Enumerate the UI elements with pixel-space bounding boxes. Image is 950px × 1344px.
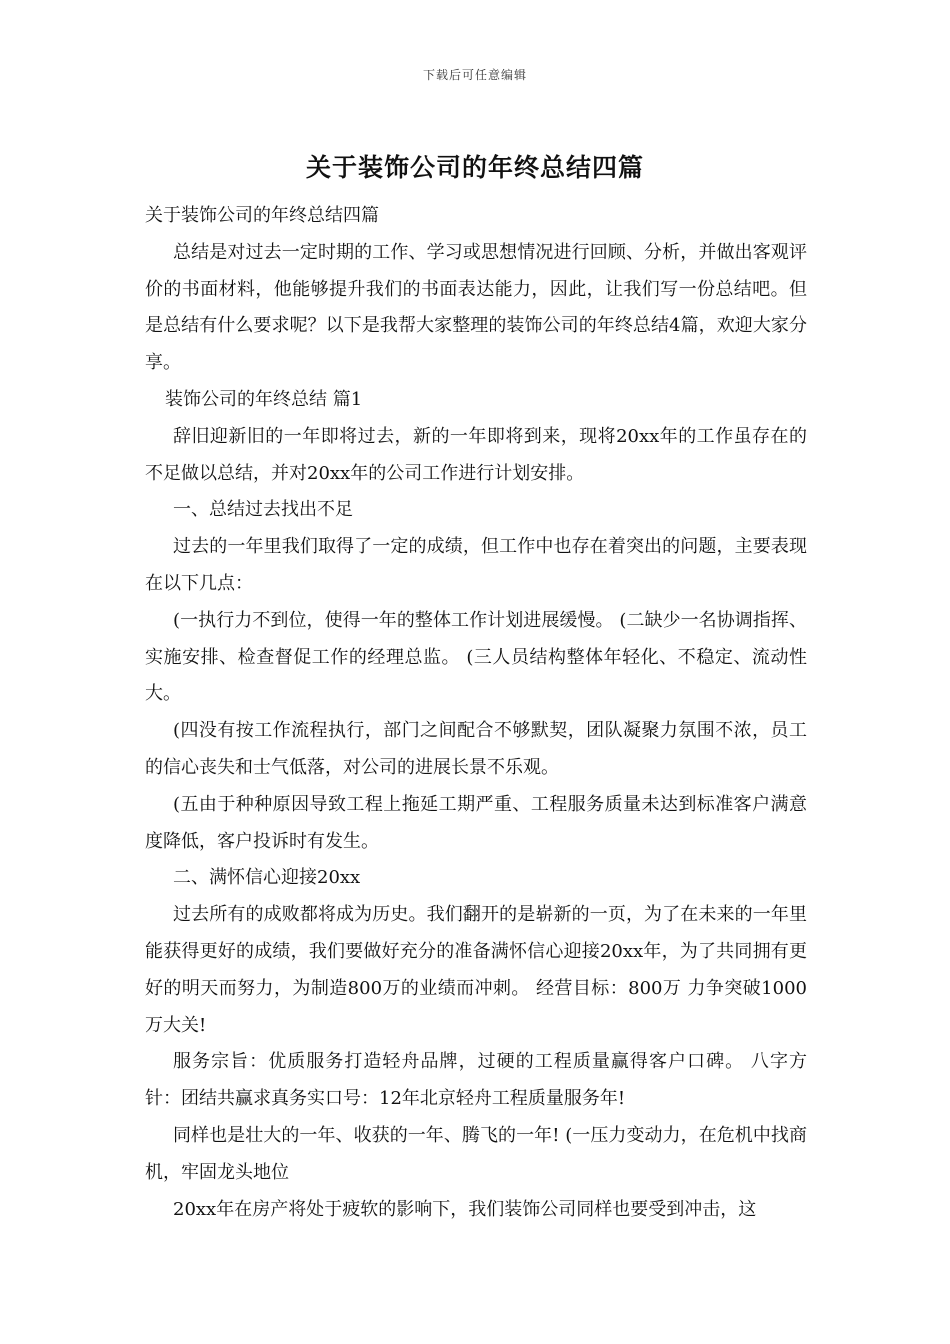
- paragraph: (五由于种种原因导致工程上拖延工期严重、工程服务质量未达到标准客户满意度降低，客户投诉时有发生。: [145, 793, 807, 852]
- document-title: 关于装饰公司的年终总结四篇: [305, 153, 644, 182]
- subtitle-line: 关于装饰公司的年终总结四篇: [145, 205, 379, 226]
- document-body: [145, 198, 807, 1228]
- section-heading-summary: 一、总结过去找出不足: [173, 499, 353, 521]
- paragraph: 同样也是壮大的一年、收获的一年、腾飞的一年! (一压力变动力，在危机中找商机，牢固龙头地位: [145, 1124, 807, 1183]
- section-heading-part1: 装饰公司的年终总结 篇1: [165, 388, 363, 410]
- paragraph-intro: 总结是对过去一定时期的工作、学习或思想情况进行回顾、分析，并做出客观评价的书面材料，他能够提升我们的书面表达能力，因此，让我们写一份总结吧。但是总结有什么要求呢？以下是我帮大家整理的装饰公司的年终总结4篇，欢迎大家分享。: [145, 241, 807, 374]
- paragraph: 过去的一年里我们取得了一定的成绩，但工作中也存在着突出的问题，主要表现在以下几点：: [145, 536, 807, 594]
- paragraph: (四没有按工作流程执行，部门之间配合不够默契，团队凝聚力氛围不浓，员工的信心丧失和士气低落，对公司的进展长景不乐观。: [145, 720, 807, 778]
- header-note: 下载后可任意编辑: [422, 68, 527, 82]
- paragraph: 过去所有的成败都将成为历史。我们翻开的是崭新的一页，为了在未来的一年里能获得更好的成绩，我们要做好充分的准备满怀信心迎接20xx年，为了共同拥有更好的明天而努力，为制造800万的业绩而冲刺。 经营目标：800万 力争突破1000万大关!: [145, 904, 807, 1036]
- paragraph: 辞旧迎新旧的一年即将过去，新的一年即将到来，现将20xx年的工作虽存在的不足做以总结，并对20xx年的公司工作进行计划安排。: [145, 425, 807, 484]
- paragraph: 20xx年在房产将处于疲软的影响下，我们装饰公司同样也要受到冲击，这: [173, 1198, 757, 1220]
- paragraph: 服务宗旨：优质服务打造轻舟品牌，过硬的工程质量赢得客户口碑。 八字方针：团结共赢求真务实口号：12年北京轻舟工程质量服务年!: [145, 1051, 807, 1110]
- paragraph: (一执行力不到位，使得一年的整体工作计划进展缓慢。 (二缺少一名协调指挥、实施安排、检查督促工作的经理总监。 (三人员结构整体年轻化、不稳定、流动性大。: [145, 609, 807, 705]
- section-heading-confidence: 二、满怀信心迎接20xx: [173, 867, 361, 889]
